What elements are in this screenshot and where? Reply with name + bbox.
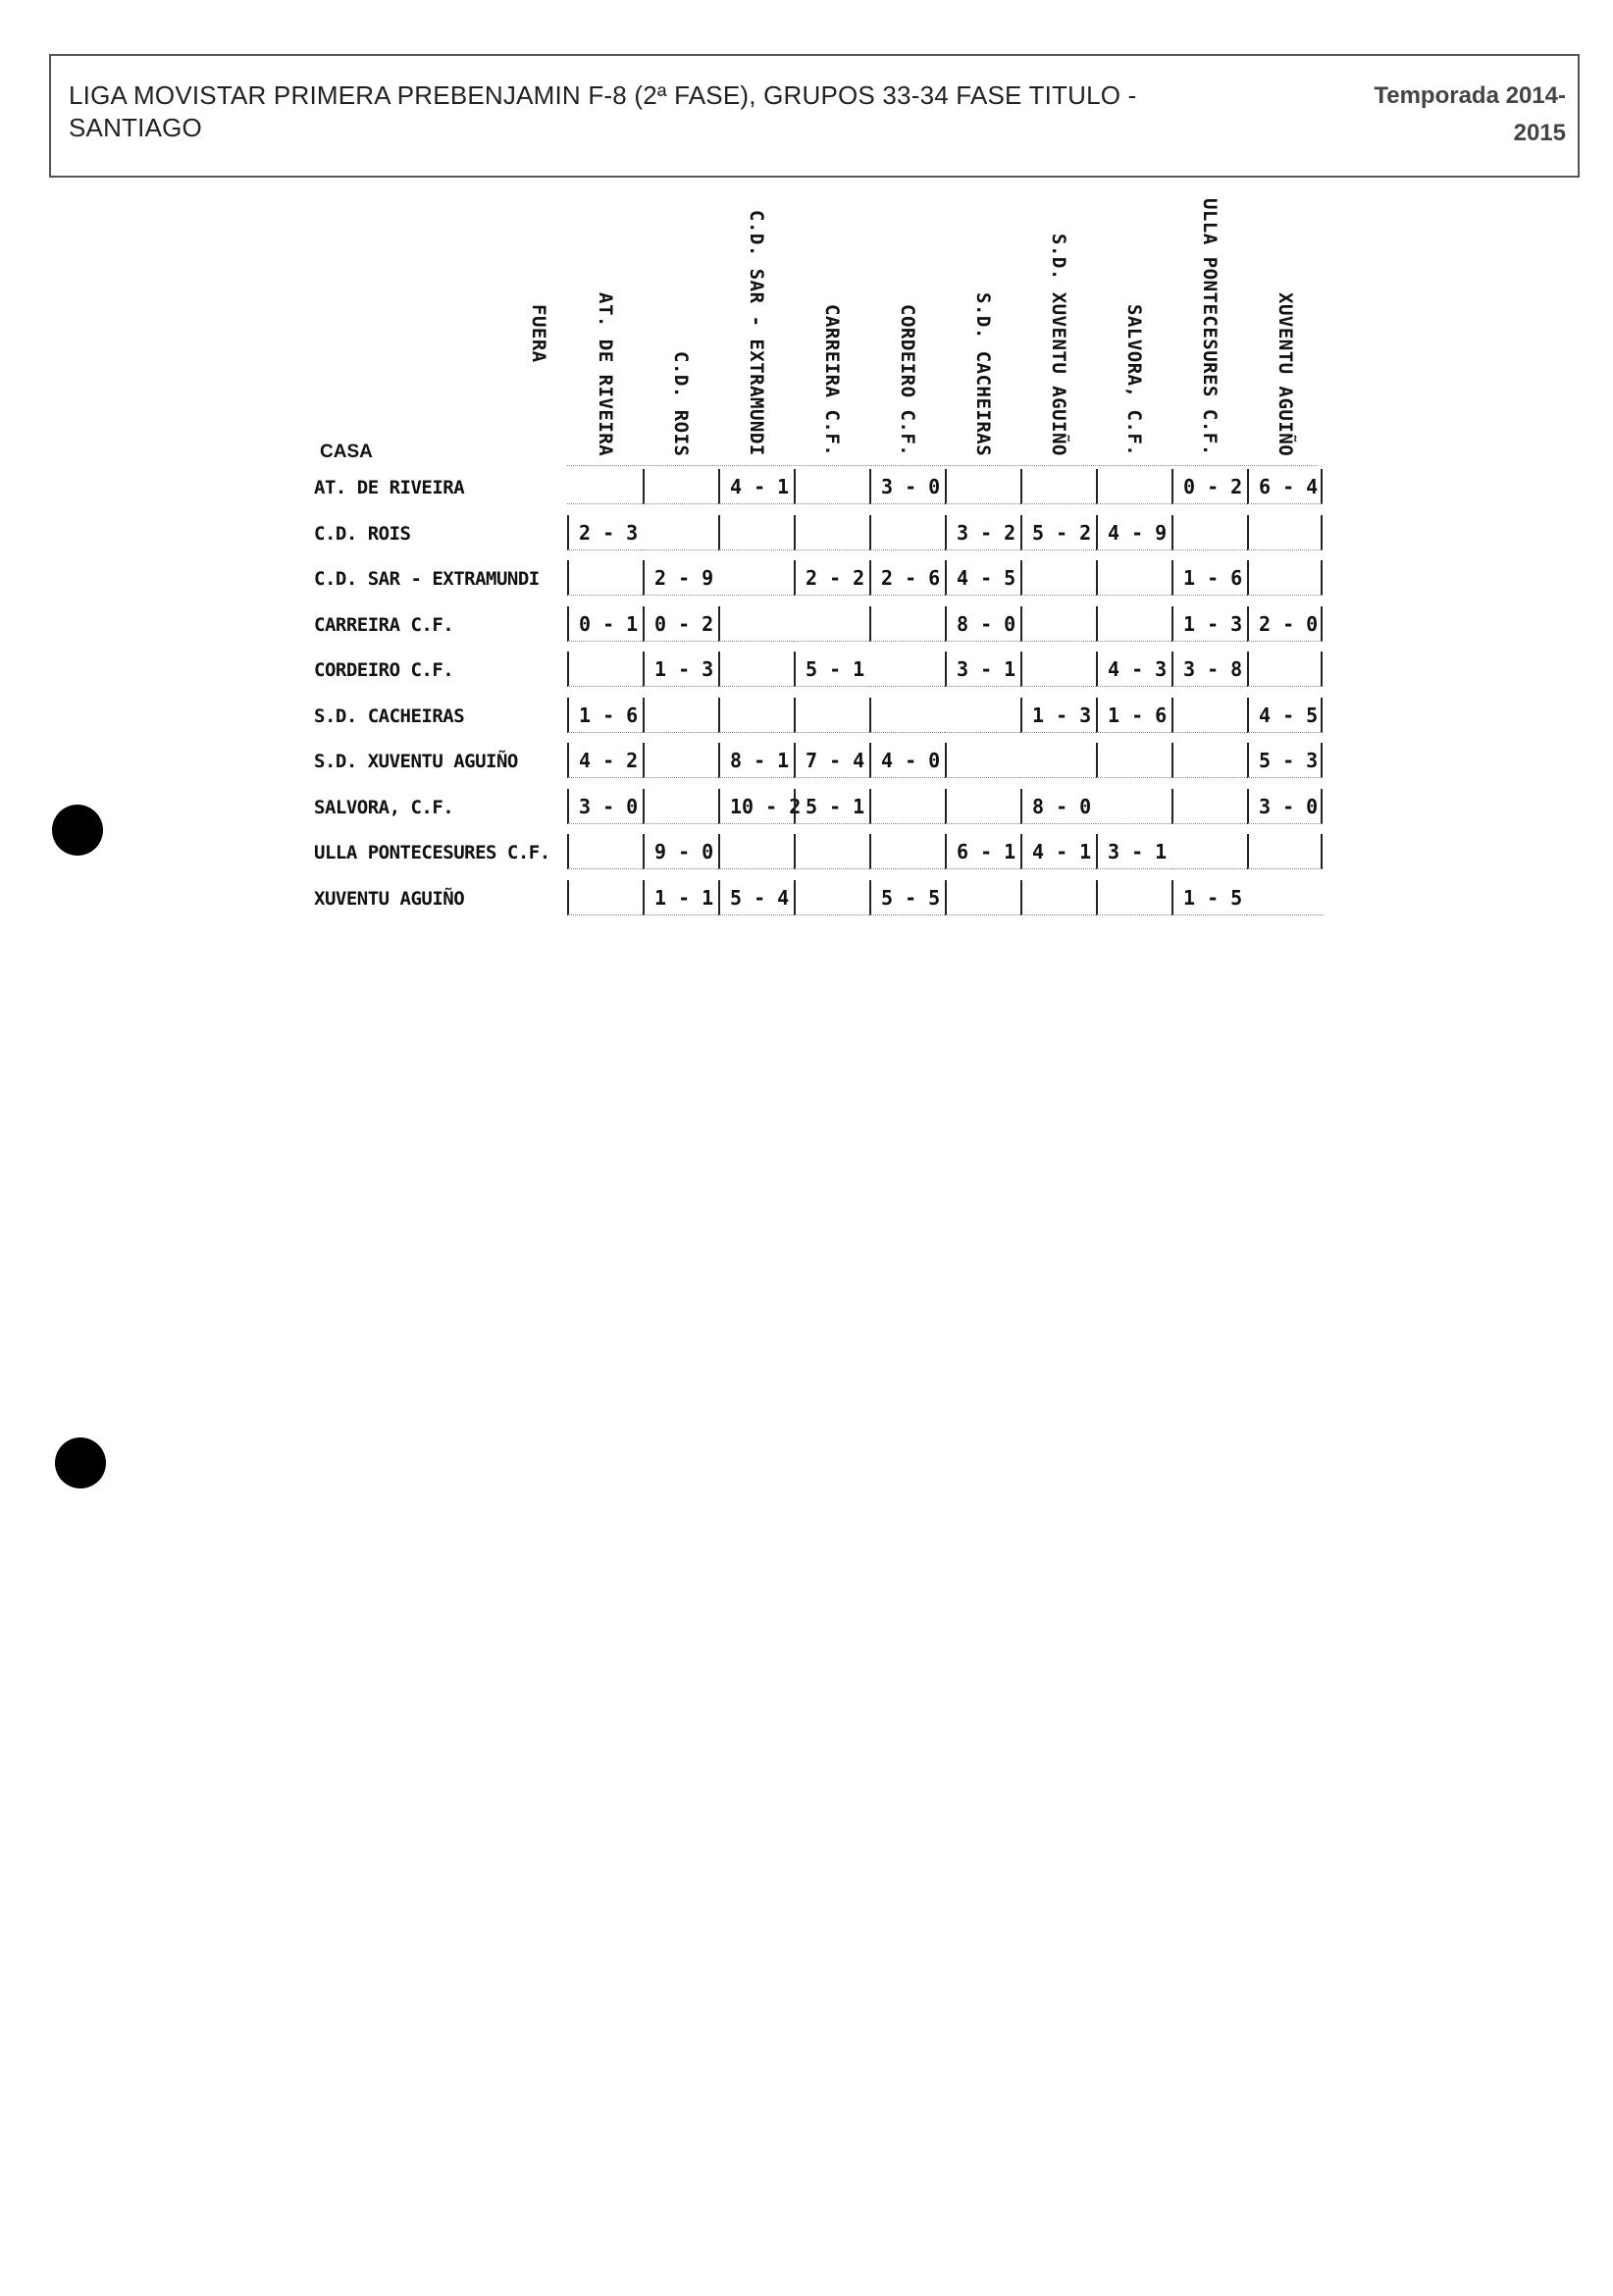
row-header: CARREIRA C.F.: [314, 613, 454, 636]
result-cell: 3 - 8: [1171, 652, 1247, 687]
result-cell: 0 - 1: [567, 606, 643, 642]
row-header: CORDEIRO C.F.: [314, 659, 454, 681]
result-cell: [567, 469, 643, 504]
row-header: ULLA PONTECESURES C.F.: [314, 842, 550, 863]
result-cell: [1020, 880, 1096, 915]
result-cell: [1020, 606, 1096, 642]
result-cell: [794, 834, 869, 869]
result-cell: [945, 880, 1020, 915]
result-cell: 0 - 2: [643, 606, 718, 642]
result-cell: 7 - 4: [794, 743, 869, 778]
result-cell: [945, 469, 1020, 504]
result-cell: [1171, 743, 1247, 778]
result-cell: [869, 834, 945, 869]
row-header: C.D. SAR - EXTRAMUNDI: [314, 568, 540, 590]
result-cell: 2 - 2: [794, 560, 869, 596]
result-cell: [718, 652, 794, 687]
result-cell: [794, 469, 869, 504]
result-cell: [1096, 560, 1171, 596]
result-cell: [567, 880, 643, 915]
result-cell: 4 - 9: [1096, 515, 1171, 550]
row-header: XUVENTU AGUIÑO: [314, 887, 465, 910]
result-cell: [1020, 469, 1096, 504]
result-cell: [567, 834, 643, 869]
result-cell: 8 - 1: [718, 743, 794, 778]
result-cell: 4 - 5: [945, 560, 1020, 596]
result-cell: [718, 560, 794, 596]
result-cell: [1247, 652, 1323, 687]
result-cell: [794, 606, 869, 642]
result-cell: [794, 880, 869, 915]
result-cell: [718, 606, 794, 642]
result-cell: 4 - 1: [718, 469, 794, 504]
result-cell: 2 - 3: [567, 515, 643, 550]
result-cell: [567, 560, 643, 596]
column-header: AT. DE RIVEIRA: [595, 292, 616, 457]
result-cell: 4 - 2: [567, 743, 643, 778]
result-cell: 5 - 2: [1020, 515, 1096, 550]
result-cell: [718, 515, 794, 550]
column-header: S.D. CACHEIRAS: [972, 292, 994, 457]
result-cell: [1171, 515, 1247, 550]
result-cell: 1 - 3: [643, 652, 718, 687]
result-cell: [1171, 834, 1247, 869]
result-cell: [643, 743, 718, 778]
result-cell: [794, 698, 869, 733]
result-cell: 3 - 2: [945, 515, 1020, 550]
result-cell: 5 - 3: [1247, 743, 1323, 778]
result-cell: 4 - 0: [869, 743, 945, 778]
column-header: SALVORA, C.F.: [1123, 304, 1145, 457]
result-cell: 5 - 4: [718, 880, 794, 915]
row-header: SALVORA, C.F.: [314, 796, 454, 818]
result-cell: 1 - 1: [643, 880, 718, 915]
result-cell: 1 - 5: [1171, 880, 1247, 915]
column-header: C.D. SAR - EXTRAMUNDI: [746, 210, 767, 456]
result-cell: [643, 698, 718, 733]
home-axis-label: CASA: [320, 442, 373, 462]
result-cell: 5 - 1: [794, 789, 869, 824]
column-header: CORDEIRO C.F.: [897, 304, 918, 457]
row-header: S.D. CACHEIRAS: [314, 704, 465, 727]
result-cell: 10 - 2: [718, 789, 794, 824]
result-cell: 5 - 5: [869, 880, 945, 915]
result-cell: 1 - 6: [1096, 698, 1171, 733]
result-cell: 2 - 9: [643, 560, 718, 596]
result-cell: [1096, 743, 1171, 778]
result-cell: [945, 789, 1020, 824]
result-cell: 8 - 0: [1020, 789, 1096, 824]
result-cell: [1096, 469, 1171, 504]
result-cell: 6 - 4: [1247, 469, 1323, 504]
punch-hole: [55, 1437, 106, 1488]
result-cell: [1171, 698, 1247, 733]
result-cell: 4 - 5: [1247, 698, 1323, 733]
result-cell: [869, 515, 945, 550]
result-cell: [1247, 560, 1323, 596]
result-cell: [945, 743, 1020, 778]
result-cell: [643, 789, 718, 824]
result-cell: [1247, 880, 1323, 915]
away-axis-label: FUERA: [528, 304, 549, 363]
result-cell: [1020, 743, 1096, 778]
result-cell: [869, 789, 945, 824]
result-cell: 1 - 6: [567, 698, 643, 733]
row-header: C.D. ROIS: [314, 522, 411, 545]
header-box: [49, 54, 1580, 178]
result-cell: [718, 834, 794, 869]
result-cell: 4 - 3: [1096, 652, 1171, 687]
column-header: CARREIRA C.F.: [821, 304, 843, 457]
result-cell: [718, 698, 794, 733]
result-cell: [1020, 652, 1096, 687]
column-header: S.D. XUVENTU AGUIÑO: [1048, 234, 1069, 456]
column-header: C.D. ROIS: [670, 351, 692, 457]
result-cell: [1096, 880, 1171, 915]
result-cell: 3 - 1: [1096, 834, 1171, 869]
result-cell: 3 - 0: [1247, 789, 1323, 824]
result-cell: [945, 698, 1020, 733]
result-cell: [1171, 789, 1247, 824]
result-cell: 5 - 1: [794, 652, 869, 687]
result-cell: [1247, 515, 1323, 550]
document-title: LIGA MOVISTAR PRIMERA PREBENJAMIN F-8 (2ª FASE), GRUPOS 33-34 FASE TITULO - SANTIAGO: [69, 80, 1137, 142]
result-cell: 8 - 0: [945, 606, 1020, 642]
result-cell: 1 - 6: [1171, 560, 1247, 596]
result-cell: [869, 698, 945, 733]
result-cell: 3 - 0: [869, 469, 945, 504]
result-cell: [1247, 834, 1323, 869]
result-cell: 2 - 6: [869, 560, 945, 596]
result-cell: 1 - 3: [1020, 698, 1096, 733]
result-cell: 3 - 1: [945, 652, 1020, 687]
result-cell: [567, 652, 643, 687]
result-cell: [643, 515, 718, 550]
result-cell: 0 - 2: [1171, 469, 1247, 504]
result-cell: [643, 469, 718, 504]
result-cell: 4 - 1: [1020, 834, 1096, 869]
result-cell: [794, 515, 869, 550]
row-header: AT. DE RIVEIRA: [314, 477, 465, 498]
result-cell: [1096, 789, 1171, 824]
result-cell: 2 - 0: [1247, 606, 1323, 642]
punch-hole: [52, 805, 103, 856]
result-cell: 9 - 0: [643, 834, 718, 869]
result-cell: 6 - 1: [945, 834, 1020, 869]
grid-top-rule: [567, 465, 1318, 466]
result-cell: [869, 652, 945, 687]
result-cell: [1096, 606, 1171, 642]
result-cell: 3 - 0: [567, 789, 643, 824]
column-header: ULLA PONTECESURES C.F.: [1199, 198, 1221, 456]
result-cell: [1020, 560, 1096, 596]
result-cell: [869, 606, 945, 642]
result-cell: 1 - 3: [1171, 606, 1247, 642]
column-header: XUVENTU AGUIÑO: [1275, 292, 1296, 457]
season-label: Temporada 2014-2015: [1374, 82, 1566, 146]
row-header: S.D. XUVENTU AGUIÑO: [314, 751, 518, 772]
